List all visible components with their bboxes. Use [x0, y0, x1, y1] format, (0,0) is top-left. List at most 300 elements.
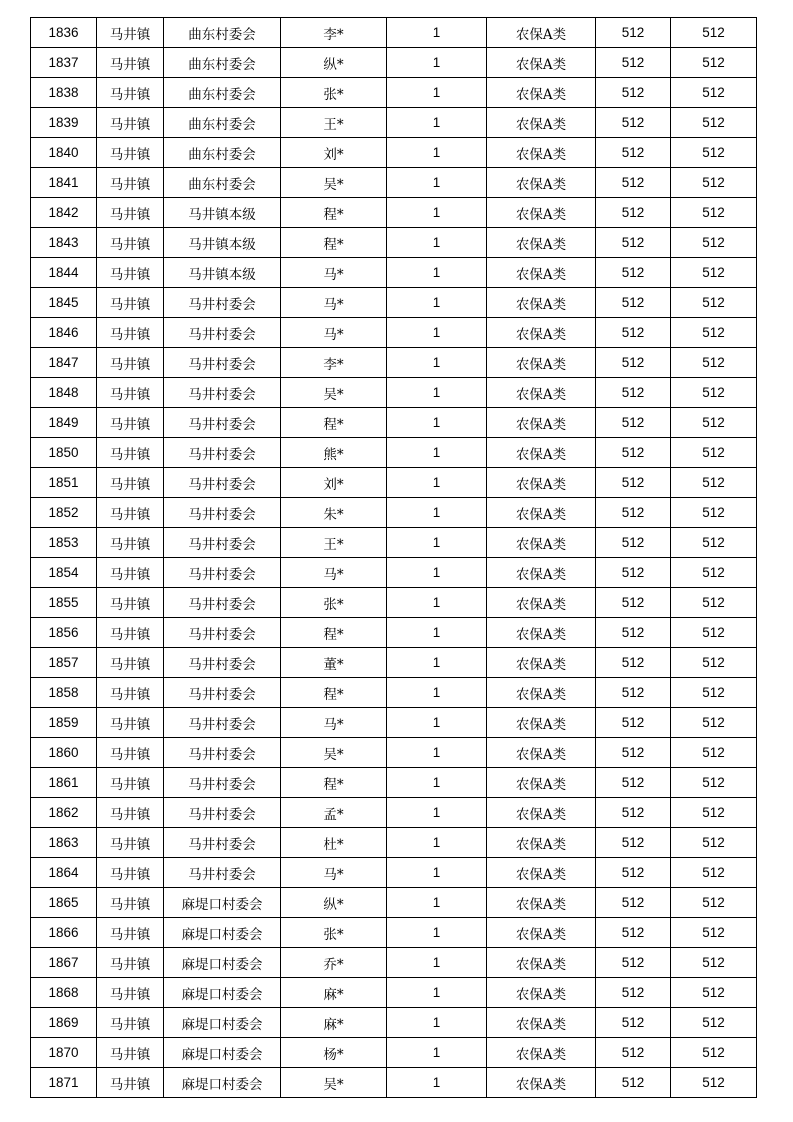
count-cell: 1	[387, 768, 487, 798]
amount-cell: 512	[596, 78, 671, 108]
table-body	[31, 18, 757, 1098]
village-committee-cell: 马井村委会	[164, 678, 281, 708]
total-amount-cell: 512	[671, 738, 757, 768]
name-cell: 杜*	[281, 828, 387, 858]
village-committee-cell: 马井村委会	[164, 468, 281, 498]
count-cell: 1	[387, 1038, 487, 1068]
name-cell: 马*	[281, 288, 387, 318]
village-committee-cell: 麻堤口村委会	[164, 1038, 281, 1068]
amount-cell: 512	[596, 228, 671, 258]
serial-number-cell: 1844	[31, 258, 97, 288]
total-amount-cell: 512	[671, 588, 757, 618]
serial-number-cell: 1870	[31, 1038, 97, 1068]
table-row	[31, 528, 757, 558]
village-committee-cell: 曲东村委会	[164, 18, 281, 48]
count-cell: 1	[387, 408, 487, 438]
insurance-category-cell: 农保A类	[487, 948, 596, 978]
insurance-category-cell: 农保A类	[487, 828, 596, 858]
table-row	[31, 378, 757, 408]
count-cell: 1	[387, 18, 487, 48]
table-row	[31, 48, 757, 78]
table-row	[31, 138, 757, 168]
table-row	[31, 678, 757, 708]
total-amount-cell: 512	[671, 678, 757, 708]
count-cell: 1	[387, 498, 487, 528]
serial-number-cell: 1841	[31, 168, 97, 198]
town-cell: 马井镇	[97, 228, 164, 258]
town-cell: 马井镇	[97, 138, 164, 168]
serial-number-cell: 1851	[31, 468, 97, 498]
count-cell: 1	[387, 678, 487, 708]
total-amount-cell: 512	[671, 228, 757, 258]
amount-cell: 512	[596, 948, 671, 978]
amount-cell: 512	[596, 258, 671, 288]
insurance-category-cell: 农保A类	[487, 498, 596, 528]
serial-number-cell: 1850	[31, 438, 97, 468]
serial-number-cell: 1852	[31, 498, 97, 528]
insurance-category-cell: 农保A类	[487, 258, 596, 288]
insurance-category-cell: 农保A类	[487, 228, 596, 258]
table-row	[31, 498, 757, 528]
name-cell: 王*	[281, 108, 387, 138]
table-row	[31, 408, 757, 438]
name-cell: 刘*	[281, 138, 387, 168]
total-amount-cell: 512	[671, 618, 757, 648]
town-cell: 马井镇	[97, 798, 164, 828]
town-cell: 马井镇	[97, 528, 164, 558]
table-row	[31, 168, 757, 198]
town-cell: 马井镇	[97, 288, 164, 318]
count-cell: 1	[387, 168, 487, 198]
serial-number-cell: 1864	[31, 858, 97, 888]
village-committee-cell: 马井村委会	[164, 438, 281, 468]
amount-cell: 512	[596, 678, 671, 708]
name-cell: 杨*	[281, 1038, 387, 1068]
serial-number-cell: 1861	[31, 768, 97, 798]
insurance-category-cell: 农保A类	[487, 558, 596, 588]
count-cell: 1	[387, 258, 487, 288]
village-committee-cell: 曲东村委会	[164, 168, 281, 198]
name-cell: 程*	[281, 408, 387, 438]
table-row	[31, 258, 757, 288]
table-row	[31, 918, 757, 948]
table-row	[31, 588, 757, 618]
town-cell: 马井镇	[97, 1068, 164, 1098]
amount-cell: 512	[596, 438, 671, 468]
total-amount-cell: 512	[671, 888, 757, 918]
total-amount-cell: 512	[671, 168, 757, 198]
total-amount-cell: 512	[671, 528, 757, 558]
insurance-category-cell: 农保A类	[487, 18, 596, 48]
table-row	[31, 708, 757, 738]
table-row	[31, 288, 757, 318]
count-cell: 1	[387, 888, 487, 918]
insurance-category-cell: 农保A类	[487, 1008, 596, 1038]
total-amount-cell: 512	[671, 948, 757, 978]
amount-cell: 512	[596, 288, 671, 318]
serial-number-cell: 1846	[31, 318, 97, 348]
serial-number-cell: 1862	[31, 798, 97, 828]
town-cell: 马井镇	[97, 468, 164, 498]
amount-cell: 512	[596, 828, 671, 858]
count-cell: 1	[387, 648, 487, 678]
table-row	[31, 798, 757, 828]
serial-number-cell: 1868	[31, 978, 97, 1008]
total-amount-cell: 512	[671, 978, 757, 1008]
town-cell: 马井镇	[97, 708, 164, 738]
total-amount-cell: 512	[671, 108, 757, 138]
name-cell: 董*	[281, 648, 387, 678]
table-row	[31, 888, 757, 918]
total-amount-cell: 512	[671, 708, 757, 738]
amount-cell: 512	[596, 858, 671, 888]
table-row	[31, 318, 757, 348]
amount-cell: 512	[596, 708, 671, 738]
table-row	[31, 18, 757, 48]
table-row	[31, 1008, 757, 1038]
count-cell: 1	[387, 918, 487, 948]
insurance-category-cell: 农保A类	[487, 708, 596, 738]
village-committee-cell: 马井村委会	[164, 648, 281, 678]
amount-cell: 512	[596, 318, 671, 348]
count-cell: 1	[387, 228, 487, 258]
table-row	[31, 648, 757, 678]
serial-number-cell: 1842	[31, 198, 97, 228]
insurance-category-cell: 农保A类	[487, 678, 596, 708]
total-amount-cell: 512	[671, 258, 757, 288]
count-cell: 1	[387, 78, 487, 108]
insurance-category-cell: 农保A类	[487, 168, 596, 198]
name-cell: 麻*	[281, 1008, 387, 1038]
count-cell: 1	[387, 948, 487, 978]
table-row	[31, 198, 757, 228]
village-committee-cell: 曲东村委会	[164, 138, 281, 168]
town-cell: 马井镇	[97, 198, 164, 228]
village-committee-cell: 马井村委会	[164, 708, 281, 738]
name-cell: 程*	[281, 228, 387, 258]
village-committee-cell: 马井村委会	[164, 588, 281, 618]
table-row	[31, 108, 757, 138]
count-cell: 1	[387, 798, 487, 828]
name-cell: 王*	[281, 528, 387, 558]
serial-number-cell: 1867	[31, 948, 97, 978]
name-cell: 马*	[281, 318, 387, 348]
serial-number-cell: 1871	[31, 1068, 97, 1098]
table-row	[31, 768, 757, 798]
serial-number-cell: 1856	[31, 618, 97, 648]
total-amount-cell: 512	[671, 48, 757, 78]
total-amount-cell: 512	[671, 828, 757, 858]
serial-number-cell: 1848	[31, 378, 97, 408]
name-cell: 乔*	[281, 948, 387, 978]
serial-number-cell: 1869	[31, 1008, 97, 1038]
town-cell: 马井镇	[97, 438, 164, 468]
name-cell: 吴*	[281, 378, 387, 408]
total-amount-cell: 512	[671, 378, 757, 408]
count-cell: 1	[387, 348, 487, 378]
village-committee-cell: 马井镇本级	[164, 198, 281, 228]
serial-number-cell: 1838	[31, 78, 97, 108]
town-cell: 马井镇	[97, 78, 164, 108]
amount-cell: 512	[596, 618, 671, 648]
serial-number-cell: 1837	[31, 48, 97, 78]
village-committee-cell: 麻堤口村委会	[164, 1008, 281, 1038]
count-cell: 1	[387, 438, 487, 468]
serial-number-cell: 1857	[31, 648, 97, 678]
village-committee-cell: 麻堤口村委会	[164, 1068, 281, 1098]
total-amount-cell: 512	[671, 468, 757, 498]
count-cell: 1	[387, 588, 487, 618]
town-cell: 马井镇	[97, 1038, 164, 1068]
town-cell: 马井镇	[97, 828, 164, 858]
amount-cell: 512	[596, 528, 671, 558]
total-amount-cell: 512	[671, 318, 757, 348]
village-committee-cell: 马井村委会	[164, 798, 281, 828]
insurance-category-cell: 农保A类	[487, 1038, 596, 1068]
name-cell: 纵*	[281, 48, 387, 78]
name-cell: 吴*	[281, 168, 387, 198]
town-cell: 马井镇	[97, 738, 164, 768]
table-row	[31, 78, 757, 108]
insurance-category-cell: 农保A类	[487, 768, 596, 798]
total-amount-cell: 512	[671, 768, 757, 798]
amount-cell: 512	[596, 1038, 671, 1068]
insurance-category-cell: 农保A类	[487, 618, 596, 648]
table-row	[31, 438, 757, 468]
village-committee-cell: 马井村委会	[164, 558, 281, 588]
insurance-category-cell: 农保A类	[487, 378, 596, 408]
total-amount-cell: 512	[671, 558, 757, 588]
insurance-category-cell: 农保A类	[487, 528, 596, 558]
insurance-category-cell: 农保A类	[487, 288, 596, 318]
name-cell: 朱*	[281, 498, 387, 528]
count-cell: 1	[387, 198, 487, 228]
village-committee-cell: 马井村委会	[164, 318, 281, 348]
village-committee-cell: 马井镇本级	[164, 228, 281, 258]
table-row	[31, 1038, 757, 1068]
count-cell: 1	[387, 288, 487, 318]
count-cell: 1	[387, 468, 487, 498]
name-cell: 孟*	[281, 798, 387, 828]
serial-number-cell: 1847	[31, 348, 97, 378]
insurance-category-cell: 农保A类	[487, 108, 596, 138]
insurance-category-cell: 农保A类	[487, 348, 596, 378]
total-amount-cell: 512	[671, 198, 757, 228]
total-amount-cell: 512	[671, 1008, 757, 1038]
amount-cell: 512	[596, 648, 671, 678]
name-cell: 程*	[281, 678, 387, 708]
count-cell: 1	[387, 528, 487, 558]
count-cell: 1	[387, 858, 487, 888]
serial-number-cell: 1863	[31, 828, 97, 858]
count-cell: 1	[387, 558, 487, 588]
amount-cell: 512	[596, 1068, 671, 1098]
amount-cell: 512	[596, 1008, 671, 1038]
town-cell: 马井镇	[97, 318, 164, 348]
amount-cell: 512	[596, 468, 671, 498]
name-cell: 程*	[281, 198, 387, 228]
amount-cell: 512	[596, 798, 671, 828]
name-cell: 马*	[281, 258, 387, 288]
name-cell: 吴*	[281, 738, 387, 768]
total-amount-cell: 512	[671, 288, 757, 318]
town-cell: 马井镇	[97, 858, 164, 888]
village-committee-cell: 马井村委会	[164, 408, 281, 438]
village-committee-cell: 马井村委会	[164, 378, 281, 408]
name-cell: 张*	[281, 78, 387, 108]
village-committee-cell: 马井村委会	[164, 738, 281, 768]
count-cell: 1	[387, 978, 487, 1008]
amount-cell: 512	[596, 48, 671, 78]
count-cell: 1	[387, 618, 487, 648]
total-amount-cell: 512	[671, 408, 757, 438]
serial-number-cell: 1866	[31, 918, 97, 948]
town-cell: 马井镇	[97, 48, 164, 78]
name-cell: 纵*	[281, 888, 387, 918]
serial-number-cell: 1855	[31, 588, 97, 618]
insurance-category-cell: 农保A类	[487, 918, 596, 948]
town-cell: 马井镇	[97, 678, 164, 708]
town-cell: 马井镇	[97, 498, 164, 528]
total-amount-cell: 512	[671, 138, 757, 168]
insurance-category-cell: 农保A类	[487, 798, 596, 828]
total-amount-cell: 512	[671, 348, 757, 378]
village-committee-cell: 曲东村委会	[164, 108, 281, 138]
table-row	[31, 978, 757, 1008]
insurance-category-cell: 农保A类	[487, 738, 596, 768]
amount-cell: 512	[596, 108, 671, 138]
roster-table	[30, 17, 757, 1098]
serial-number-cell: 1843	[31, 228, 97, 258]
insurance-category-cell: 农保A类	[487, 78, 596, 108]
village-committee-cell: 马井村委会	[164, 288, 281, 318]
count-cell: 1	[387, 318, 487, 348]
village-committee-cell: 曲东村委会	[164, 78, 281, 108]
town-cell: 马井镇	[97, 558, 164, 588]
table-row	[31, 948, 757, 978]
count-cell: 1	[387, 108, 487, 138]
village-committee-cell: 马井村委会	[164, 498, 281, 528]
insurance-category-cell: 农保A类	[487, 588, 596, 618]
name-cell: 张*	[281, 918, 387, 948]
serial-number-cell: 1860	[31, 738, 97, 768]
name-cell: 马*	[281, 558, 387, 588]
amount-cell: 512	[596, 768, 671, 798]
count-cell: 1	[387, 1008, 487, 1038]
amount-cell: 512	[596, 408, 671, 438]
amount-cell: 512	[596, 738, 671, 768]
town-cell: 马井镇	[97, 408, 164, 438]
name-cell: 马*	[281, 708, 387, 738]
serial-number-cell: 1840	[31, 138, 97, 168]
serial-number-cell: 1858	[31, 678, 97, 708]
serial-number-cell: 1839	[31, 108, 97, 138]
total-amount-cell: 512	[671, 438, 757, 468]
total-amount-cell: 512	[671, 1038, 757, 1068]
amount-cell: 512	[596, 348, 671, 378]
name-cell: 马*	[281, 858, 387, 888]
count-cell: 1	[387, 1068, 487, 1098]
amount-cell: 512	[596, 918, 671, 948]
serial-number-cell: 1854	[31, 558, 97, 588]
table-row	[31, 828, 757, 858]
town-cell: 马井镇	[97, 1008, 164, 1038]
village-committee-cell: 马井镇本级	[164, 258, 281, 288]
town-cell: 马井镇	[97, 918, 164, 948]
town-cell: 马井镇	[97, 168, 164, 198]
town-cell: 马井镇	[97, 888, 164, 918]
count-cell: 1	[387, 828, 487, 858]
table-row	[31, 618, 757, 648]
total-amount-cell: 512	[671, 18, 757, 48]
name-cell: 熊*	[281, 438, 387, 468]
town-cell: 马井镇	[97, 378, 164, 408]
total-amount-cell: 512	[671, 918, 757, 948]
town-cell: 马井镇	[97, 258, 164, 288]
village-committee-cell: 麻堤口村委会	[164, 918, 281, 948]
village-committee-cell: 马井村委会	[164, 768, 281, 798]
insurance-category-cell: 农保A类	[487, 468, 596, 498]
village-committee-cell: 麻堤口村委会	[164, 978, 281, 1008]
total-amount-cell: 512	[671, 798, 757, 828]
name-cell: 李*	[281, 348, 387, 378]
town-cell: 马井镇	[97, 978, 164, 1008]
town-cell: 马井镇	[97, 348, 164, 378]
town-cell: 马井镇	[97, 108, 164, 138]
count-cell: 1	[387, 378, 487, 408]
amount-cell: 512	[596, 378, 671, 408]
town-cell: 马井镇	[97, 618, 164, 648]
total-amount-cell: 512	[671, 78, 757, 108]
table-row	[31, 858, 757, 888]
amount-cell: 512	[596, 558, 671, 588]
insurance-category-cell: 农保A类	[487, 648, 596, 678]
town-cell: 马井镇	[97, 18, 164, 48]
table-row	[31, 228, 757, 258]
total-amount-cell: 512	[671, 858, 757, 888]
village-committee-cell: 曲东村委会	[164, 48, 281, 78]
insurance-category-cell: 农保A类	[487, 408, 596, 438]
village-committee-cell: 马井村委会	[164, 528, 281, 558]
amount-cell: 512	[596, 168, 671, 198]
serial-number-cell: 1865	[31, 888, 97, 918]
name-cell: 张*	[281, 588, 387, 618]
town-cell: 马井镇	[97, 648, 164, 678]
insurance-category-cell: 农保A类	[487, 198, 596, 228]
insurance-category-cell: 农保A类	[487, 48, 596, 78]
name-cell: 李*	[281, 18, 387, 48]
insurance-category-cell: 农保A类	[487, 1068, 596, 1098]
village-committee-cell: 马井村委会	[164, 858, 281, 888]
amount-cell: 512	[596, 138, 671, 168]
amount-cell: 512	[596, 888, 671, 918]
table-row	[31, 348, 757, 378]
amount-cell: 512	[596, 18, 671, 48]
amount-cell: 512	[596, 198, 671, 228]
serial-number-cell: 1845	[31, 288, 97, 318]
total-amount-cell: 512	[671, 1068, 757, 1098]
town-cell: 马井镇	[97, 588, 164, 618]
name-cell: 麻*	[281, 978, 387, 1008]
amount-cell: 512	[596, 978, 671, 1008]
serial-number-cell: 1853	[31, 528, 97, 558]
count-cell: 1	[387, 138, 487, 168]
insurance-category-cell: 农保A类	[487, 978, 596, 1008]
town-cell: 马井镇	[97, 768, 164, 798]
name-cell: 吴*	[281, 1068, 387, 1098]
count-cell: 1	[387, 738, 487, 768]
count-cell: 1	[387, 48, 487, 78]
